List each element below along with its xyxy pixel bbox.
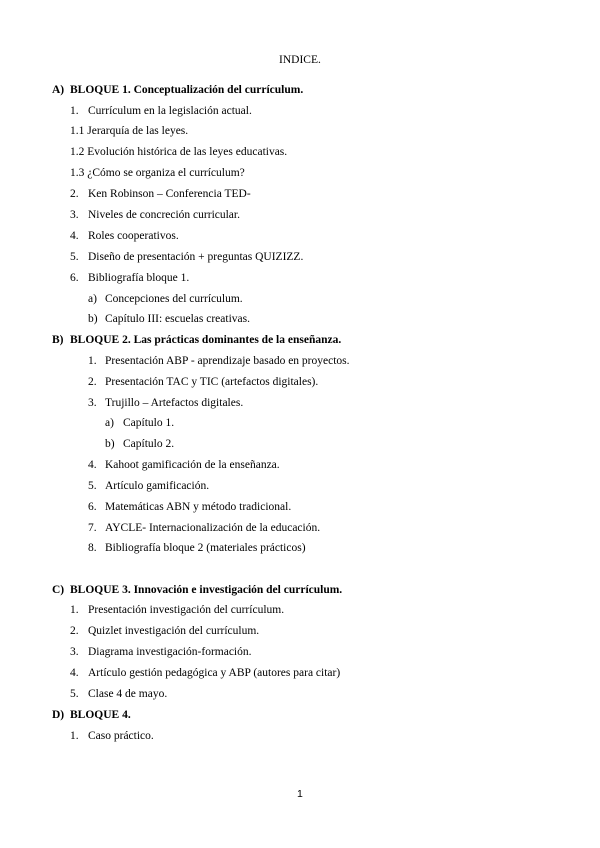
section-c-marker: C) bbox=[52, 584, 65, 596]
item-marker: 8. bbox=[88, 542, 97, 554]
list-item: Diseño de presentación + preguntas QUIZIZZ. bbox=[88, 251, 304, 263]
page-number: 1 bbox=[297, 788, 303, 800]
item-marker: 4. bbox=[70, 667, 79, 679]
list-item: Kahoot gamificación de la enseñanza. bbox=[105, 459, 280, 471]
list-item: Currículum en la legislación actual. bbox=[88, 105, 252, 117]
item-marker: 4. bbox=[70, 230, 79, 242]
item-marker: 3. bbox=[70, 646, 79, 658]
list-item: Bibliografía bloque 1. bbox=[88, 272, 190, 284]
section-a-marker: A) bbox=[52, 84, 65, 96]
section-a-heading: BLOQUE 1. Conceptualización del currículum. bbox=[70, 84, 304, 96]
subitem-marker: b) bbox=[88, 313, 98, 325]
list-item: Capítulo 2. bbox=[123, 438, 175, 450]
list-item: Concepciones del currículum. bbox=[105, 293, 243, 305]
list-item: Presentación investigación del currículum. bbox=[88, 604, 285, 616]
subitem-marker: b) bbox=[105, 438, 115, 450]
item-marker: 1. bbox=[88, 355, 97, 367]
item-marker: 5. bbox=[88, 480, 97, 492]
list-item: Capítulo 1. bbox=[123, 417, 175, 429]
subitem-marker: a) bbox=[88, 293, 97, 305]
list-item: Diagrama investigación-formación. bbox=[88, 646, 252, 658]
item-marker: 3. bbox=[70, 209, 79, 221]
list-item: 1.3 ¿Cómo se organiza el currículum? bbox=[70, 167, 245, 179]
item-marker: 2. bbox=[70, 625, 79, 637]
list-item: Niveles de concreción curricular. bbox=[88, 209, 240, 221]
item-marker: 1. bbox=[70, 730, 79, 742]
list-item: Bibliografía bloque 2 (materiales prácticos) bbox=[105, 542, 306, 554]
list-item: Presentación TAC y TIC (artefactos digitales). bbox=[105, 376, 319, 388]
list-item: Quizlet investigación del currículum. bbox=[88, 625, 260, 637]
list-item: Trujillo – Artefactos digitales. bbox=[105, 397, 244, 409]
list-item: Caso práctico. bbox=[88, 730, 154, 742]
item-marker: 2. bbox=[88, 376, 97, 388]
list-item: Artículo gamificación. bbox=[105, 480, 210, 492]
list-item: Matemáticas ABN y método tradicional. bbox=[105, 501, 292, 513]
section-d-heading: BLOQUE 4. bbox=[70, 709, 131, 721]
list-item: AYCLE- Internacionalización de la educación. bbox=[105, 522, 321, 534]
list-item: Ken Robinson – Conferencia TED- bbox=[88, 188, 251, 200]
subitem-marker: a) bbox=[105, 417, 114, 429]
item-marker: 4. bbox=[88, 459, 97, 471]
list-item: Artículo gestión pedagógica y ABP (autores para citar) bbox=[88, 667, 341, 679]
list-item: Clase 4 de mayo. bbox=[88, 688, 168, 700]
list-item: Capítulo III: escuelas creativas. bbox=[105, 313, 250, 325]
list-item: Presentación ABP - aprendizaje basado en proyectos. bbox=[105, 355, 350, 367]
section-b-marker: B) bbox=[52, 334, 64, 346]
item-marker: 1. bbox=[70, 105, 79, 117]
section-b-heading: BLOQUE 2. Las prácticas dominantes de la enseñanza. bbox=[70, 334, 342, 346]
item-marker: 3. bbox=[88, 397, 97, 409]
list-item: 1.2 Evolución histórica de las leyes educativas. bbox=[70, 146, 288, 158]
page-title: INDICE. bbox=[279, 54, 321, 66]
item-marker: 5. bbox=[70, 251, 79, 263]
list-item: Roles cooperativos. bbox=[88, 230, 179, 242]
item-marker: 5. bbox=[70, 688, 79, 700]
section-d-marker: D) bbox=[52, 709, 65, 721]
section-c-heading: BLOQUE 3. Innovación e investigación del currículum. bbox=[70, 584, 343, 596]
item-marker: 6. bbox=[70, 272, 79, 284]
list-item: 1.1 Jerarquía de las leyes. bbox=[70, 125, 189, 137]
item-marker: 2. bbox=[70, 188, 79, 200]
item-marker: 6. bbox=[88, 501, 97, 513]
item-marker: 1. bbox=[70, 604, 79, 616]
item-marker: 7. bbox=[88, 522, 97, 534]
